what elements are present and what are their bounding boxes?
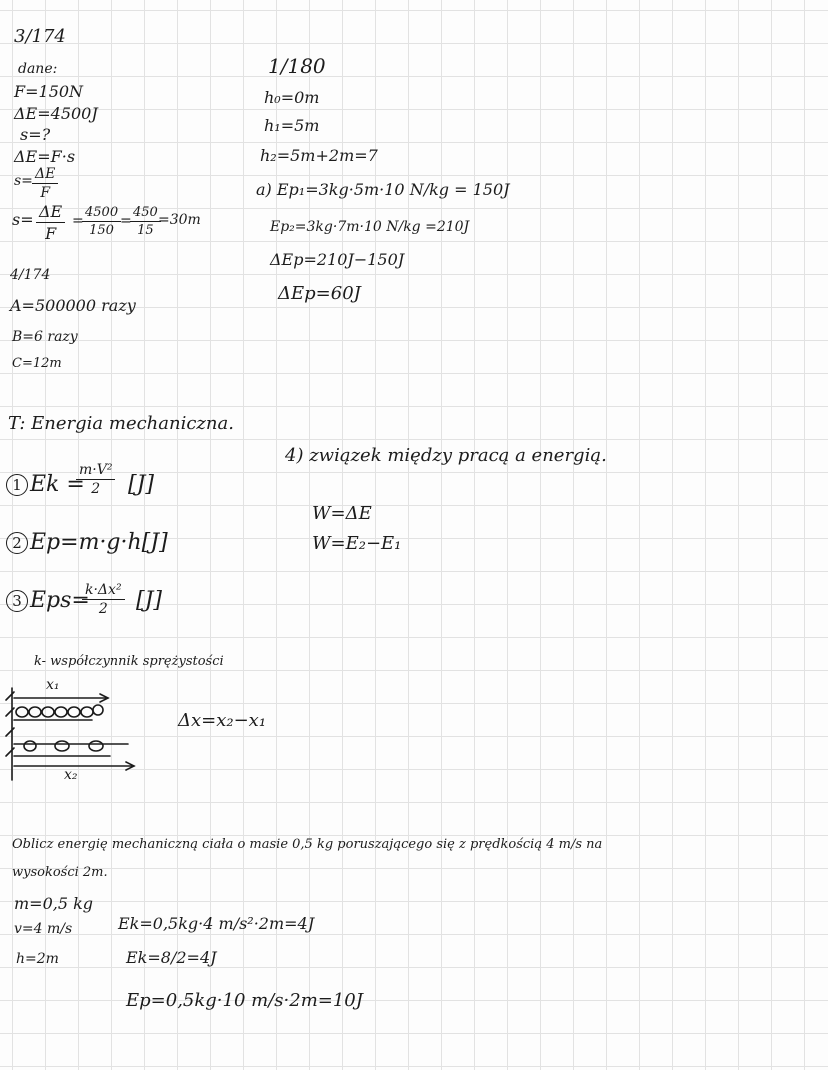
potential-energy-calc: Ep=0,5kg·10 m/s·2m=10J — [126, 990, 363, 1011]
spring-x2-label: x₂ — [64, 767, 78, 783]
spring-coil — [29, 707, 41, 717]
fraction-denominator: 2 — [91, 481, 101, 497]
unknown-distance: s=? — [20, 125, 51, 144]
relation-heading: 4) związek między pracą a energią. — [285, 445, 607, 466]
spring-coil — [16, 707, 28, 717]
spring-coil — [81, 707, 93, 717]
spring-coil — [68, 707, 80, 717]
given-force: F=150N — [14, 82, 84, 101]
problem-number: 1/180 — [268, 54, 326, 78]
calc-result: =30m — [158, 212, 201, 228]
calc-fraction-2-denominator: 150 — [89, 223, 114, 238]
problem-number: 3/174 — [14, 26, 66, 47]
task-text-line-1: Oblicz energię mechaniczną ciała o masie 0,5 kg poruszającego się z prędkością 4 m/s na — [12, 837, 603, 852]
height-h0: h₀=0m — [264, 88, 320, 107]
value-b: B=6 razy — [12, 329, 78, 345]
fraction-numerator: k·Δx² — [82, 582, 125, 600]
formula-number: 1 — [6, 474, 28, 496]
kinetic-energy-result: Ek=8/2=4J — [126, 948, 217, 967]
formula-denominator: F — [40, 185, 51, 201]
value-a: A=500000 razy — [10, 296, 136, 315]
formula-numerator: ΔE — [32, 166, 58, 184]
spring-coil — [55, 707, 67, 717]
calc-fraction-1-denominator: F — [45, 224, 57, 243]
formula-lhs: s= — [14, 173, 33, 189]
spring-coil — [93, 705, 103, 715]
spring-x1-label: x₁ — [46, 677, 60, 693]
relation-line-2: W=E₂−E₁ — [312, 533, 402, 554]
spring-coil — [55, 741, 69, 751]
equals-sign: = — [120, 213, 132, 229]
height-h1: h₁=5m — [264, 116, 320, 135]
formula-lhs: Eps= — [30, 588, 90, 613]
potential-energy-2: Ep₂=3kg·7m·10 N/kg =210J — [270, 219, 470, 235]
calc-fraction-3-denominator: 15 — [137, 223, 154, 238]
fraction-denominator: 2 — [98, 601, 108, 617]
equals-sign: = — [72, 213, 84, 229]
formula-unit: [J] — [136, 588, 162, 613]
spring-coil — [42, 707, 54, 717]
spring-coefficient-note: k- współczynnik sprężystości — [34, 654, 224, 669]
potential-energy-1: a) Ep₁=3kg·5m·10 N/kg = 150J — [256, 180, 510, 199]
value-c: C=12m — [12, 356, 62, 371]
formula-number: 2 — [6, 532, 28, 554]
energy-difference-result: ΔEp=60J — [278, 283, 361, 304]
given-height: h=2m — [16, 951, 59, 967]
task-text-line-2: wysokości 2m. — [12, 865, 108, 880]
formula-text: Ep=m·g·h[J] — [30, 530, 168, 555]
relation-line-1: W=ΔE — [312, 503, 372, 524]
given-label: dane: — [18, 61, 58, 77]
formula-unit: [J] — [128, 472, 154, 497]
formula-number: 3 — [6, 590, 28, 612]
energy-relation: ΔE=F·s — [14, 147, 76, 166]
spring-delta-x: Δx=x₂−x₁ — [178, 710, 267, 731]
spring-coil — [24, 741, 36, 751]
kinetic-energy-calc: Ek=0,5kg·4 m/s²·2m=4J — [118, 914, 315, 933]
formula-lhs: Ek = — [30, 472, 85, 497]
given-energy: ΔE=4500J — [14, 104, 98, 123]
calc-fraction-3-numerator: 450 — [130, 205, 161, 222]
energy-difference: ΔEp=210J−150J — [270, 250, 405, 269]
height-h2: h₂=5m+2m=7 — [260, 146, 378, 165]
topic-title: T: Energia mechaniczna. — [8, 413, 234, 434]
calc-fraction-1-numerator: ΔE — [36, 202, 65, 223]
given-velocity: v=4 m/s — [14, 921, 73, 937]
calc-lhs: s= — [12, 210, 34, 229]
calc-fraction-2-numerator: 4500 — [82, 205, 121, 222]
problem-number: 4/174 — [10, 267, 51, 283]
spring-coil — [89, 741, 103, 751]
fraction-numerator: m·V² — [76, 462, 115, 480]
given-mass: m=0,5 kg — [14, 894, 94, 913]
